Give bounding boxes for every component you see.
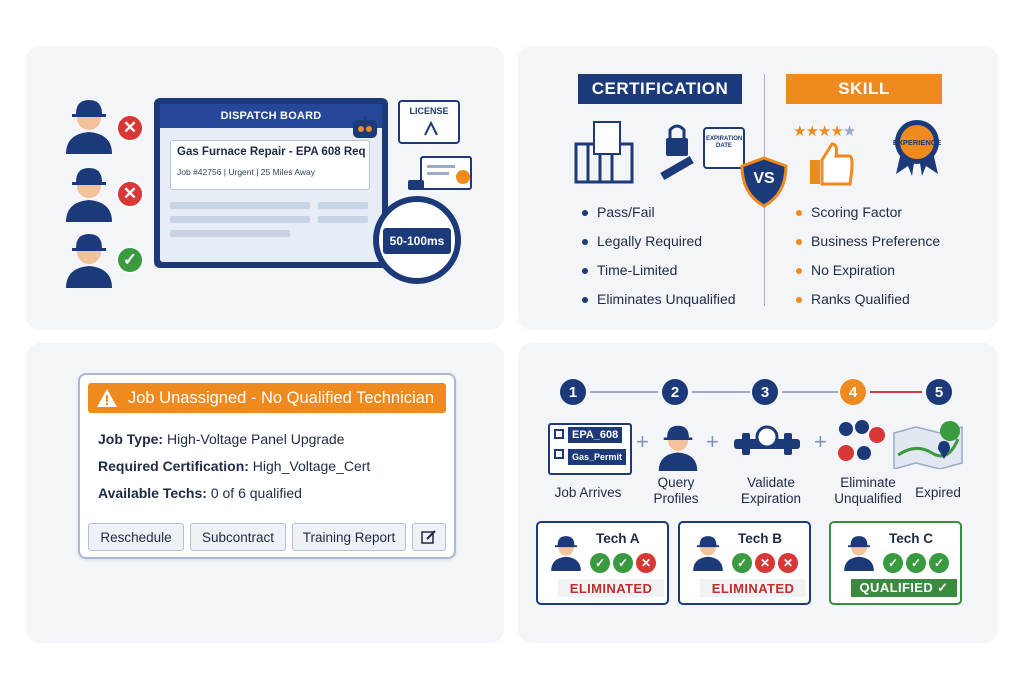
technician-icon xyxy=(652,419,704,471)
required-cert-row: Required Certification: High_Voltage_Cert xyxy=(98,458,371,474)
check-icon: ✓ xyxy=(883,553,903,573)
dispatch-board xyxy=(154,98,388,268)
skill-point: Business Preference xyxy=(796,233,940,249)
check-results xyxy=(732,553,798,573)
x-icon: ✕ xyxy=(778,553,798,573)
stopwatch-crown xyxy=(408,180,424,190)
check-results xyxy=(590,553,656,573)
plus-icon: + xyxy=(706,429,719,454)
available-techs-row: Available Techs: 0 of 6 qualified xyxy=(98,485,302,501)
cert-point: Time-Limited xyxy=(582,262,677,278)
certificate-icon xyxy=(420,156,472,190)
doc-tag: Gas_Permit xyxy=(568,449,626,465)
check-icon: ✓ xyxy=(906,553,926,573)
permit-document xyxy=(548,423,632,475)
pipe-tools-icon xyxy=(732,425,802,465)
alert-header xyxy=(88,383,446,413)
alert-title: Job Unassigned - No Qualified Technician xyxy=(128,388,435,407)
doc-tag: EPA_608 xyxy=(568,427,622,443)
pdf-icon xyxy=(422,120,440,138)
subcontract-button[interactable]: Subcontract xyxy=(190,523,286,551)
warning-icon xyxy=(96,388,118,408)
certification-icons xyxy=(574,118,754,188)
tech-name: Tech C xyxy=(889,531,934,546)
reject-icon: ✕ xyxy=(116,114,144,142)
step-label: Query Profiles xyxy=(653,475,699,506)
check-icon: ✓ xyxy=(732,553,752,573)
step-5: 5 xyxy=(926,379,952,405)
experience-label: EXPERIENCE xyxy=(892,138,942,147)
placeholder-line xyxy=(170,230,290,237)
technician-icon xyxy=(58,92,120,154)
edit-icon xyxy=(421,529,437,545)
check-icon: ✓ xyxy=(613,553,633,573)
placeholder-line xyxy=(318,202,368,209)
step-label: Job Arrives xyxy=(554,485,622,500)
x-icon: ✕ xyxy=(755,553,775,573)
status-badge: ELIMINATED xyxy=(558,579,664,597)
placeholder-line xyxy=(318,216,368,223)
accept-icon: ✓ xyxy=(116,246,144,274)
tech-card-c[interactable] xyxy=(829,521,962,605)
job-title: Gas Furnace Repair - EPA 608 Req xyxy=(177,146,366,158)
placeholder-line xyxy=(170,216,310,223)
stopwatch-icon xyxy=(373,196,461,284)
check-icon: ✓ xyxy=(929,553,949,573)
unassigned-alert-card xyxy=(78,373,456,559)
tech-card-b[interactable] xyxy=(678,521,811,605)
license-label: LICENSE xyxy=(409,106,449,116)
reschedule-button[interactable]: Reschedule xyxy=(88,523,184,551)
edit-button[interactable] xyxy=(412,523,446,551)
plus-icon: + xyxy=(814,429,827,454)
skill-point: Scoring Factor xyxy=(796,204,902,220)
step-label: Expired xyxy=(915,485,961,500)
x-icon: ✕ xyxy=(636,553,656,573)
board-title: DISPATCH BOARD xyxy=(160,104,382,128)
comparison-panel xyxy=(518,46,998,330)
placeholder-line xyxy=(170,202,310,209)
step-label: Validate Expiration xyxy=(740,475,802,506)
step-3: 3 xyxy=(752,379,778,405)
status-badge: ELIMINATED xyxy=(700,579,806,597)
flow-arrow xyxy=(590,391,658,393)
thumbs-up-icon xyxy=(808,142,854,186)
skill-point: No Expiration xyxy=(796,262,895,278)
cert-point: Legally Required xyxy=(582,233,702,249)
flow-arrow xyxy=(692,391,750,393)
step-label: Eliminate Unqualified xyxy=(834,475,902,506)
step-2: 2 xyxy=(662,379,688,405)
team-elimination-icon xyxy=(832,417,890,467)
skill-point: Ranks Qualified xyxy=(796,291,910,307)
dispatch-panel xyxy=(26,46,504,330)
tech-name: Tech B xyxy=(738,531,783,546)
plus-icon: + xyxy=(636,429,649,454)
expiration-label: EXPIRATION DATE xyxy=(706,136,743,149)
map-icon xyxy=(892,419,964,469)
timer-label: 50-100ms xyxy=(383,228,451,254)
step-1: 1 xyxy=(560,379,586,405)
alert-panel xyxy=(26,343,504,643)
cert-point: Pass/Fail xyxy=(582,204,655,220)
tech-name: Tech A xyxy=(596,531,640,546)
technician-icon xyxy=(688,529,728,573)
skill-header: SKILL xyxy=(786,74,942,104)
robot-icon xyxy=(350,116,380,140)
flow-arrow xyxy=(870,391,922,393)
status-badge: QUALIFIED ✓ xyxy=(851,579,957,597)
vs-label: VS xyxy=(753,170,775,187)
technician-icon xyxy=(546,529,586,573)
cert-point: Eliminates Unqualified xyxy=(582,291,736,307)
tech-card-a[interactable] xyxy=(536,521,669,605)
job-meta: Job #42756 | Urgent | 25 Miles Away xyxy=(177,167,315,177)
flow-arrow xyxy=(782,391,838,393)
technician-icon xyxy=(58,226,120,288)
step-4: 4 xyxy=(840,379,866,405)
technician-icon xyxy=(58,160,120,222)
job-type-row: Job Type: High-Voltage Panel Upgrade xyxy=(98,431,345,447)
training-report-button[interactable]: Training Report xyxy=(292,523,406,551)
reject-icon: ✕ xyxy=(116,180,144,208)
check-results xyxy=(883,553,949,573)
star-rating-icon: ★★★★★ xyxy=(793,123,856,140)
license-card xyxy=(398,100,460,144)
check-icon: ✓ xyxy=(590,553,610,573)
experience-badge-icon xyxy=(882,118,952,176)
job-card[interactable] xyxy=(170,140,370,190)
technician-icon xyxy=(839,529,879,573)
certification-header: CERTIFICATION xyxy=(578,74,742,104)
flow-panel xyxy=(518,343,998,643)
